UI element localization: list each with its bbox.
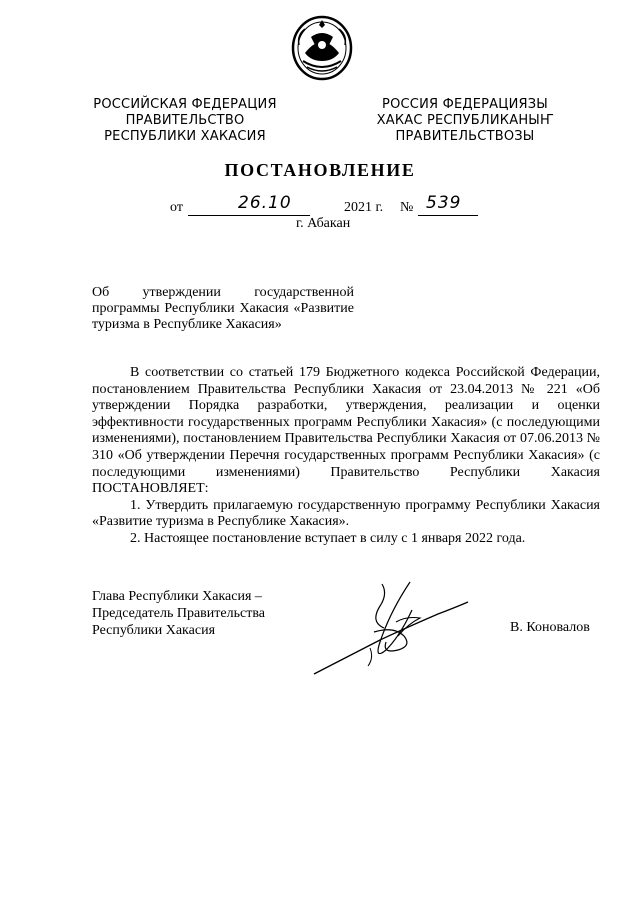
header-line: РОССИЯ ФЕДЕРАЦИЯЗЫ (382, 97, 548, 112)
document-body (92, 365, 600, 548)
preamble-paragraph: В соответствии со статьей 179 Бюджетного кодекса Российской Федерации, постановлением Правительства Республики Хакасия от 23.04.2013 № 221 «Об утверждении Порядка разработки, утверждения, реализации и оценки эффективности государственных программ Республики Хакасия» (с последующими изменениями), постановлением Правительства Республики Хакасия от 07.06.2013 № 310 «Об утверждении Перечня государственных программ Республики Хакасия» (с последующими изменениями) Правительство Республики Хакасия ПОСТАНОВЛЯЕТ: (92, 365, 600, 497)
document-subject (92, 285, 354, 333)
signatory-line: Председатель Правительства (92, 606, 265, 621)
header-russian (80, 97, 290, 145)
date-underline (188, 215, 310, 216)
subject-line: программы Республики Хакасия «Развитие (92, 301, 354, 316)
header-line: РОССИЙСКАЯ ФЕДЕРАЦИЯ (93, 97, 277, 112)
header-line: РЕСПУБЛИКИ ХАКАСИЯ (104, 129, 266, 144)
subject-line: туризма в Республике Хакасия» (92, 317, 282, 332)
subject-line: Об утверждении государственной (92, 285, 354, 300)
handwritten-number: 539 (426, 193, 462, 213)
header-khakas (362, 97, 568, 145)
handwritten-signature-icon (310, 578, 480, 678)
signatory-line: Глава Республики Хакасия – (92, 589, 262, 604)
from-label: от (170, 200, 183, 215)
number-label: № (400, 200, 414, 215)
document-title: ПОСТАНОВЛЕНИЕ (224, 160, 416, 180)
year-label: 2021 г. (344, 200, 384, 215)
number-underline (418, 215, 478, 216)
signatory-position (92, 588, 265, 639)
city: г. Абакан (296, 216, 351, 231)
signatory-line: Республики Хакасия (92, 623, 216, 638)
header-line: ХАКАС РЕСПУБЛИКАНЫҤ (376, 113, 554, 128)
handwritten-date: 26.10 (238, 193, 292, 213)
header-line: ПРАВИТЕЛЬСТВО (125, 113, 245, 128)
item-1-paragraph: 1. Утвердить прилагаемую государственную программу Республики Хакасия «Развитие туризма в Республике Хакасия». (92, 497, 600, 530)
item-2-paragraph: 2. Настоящее постановление вступает в силу с 1 января 2022 года. (130, 530, 526, 546)
header-line: ПРАВИТЕЛЬСТВОЗЫ (395, 129, 535, 144)
signatory-name: В. Коновалов (510, 620, 590, 635)
coat-of-arms-icon (291, 15, 353, 81)
